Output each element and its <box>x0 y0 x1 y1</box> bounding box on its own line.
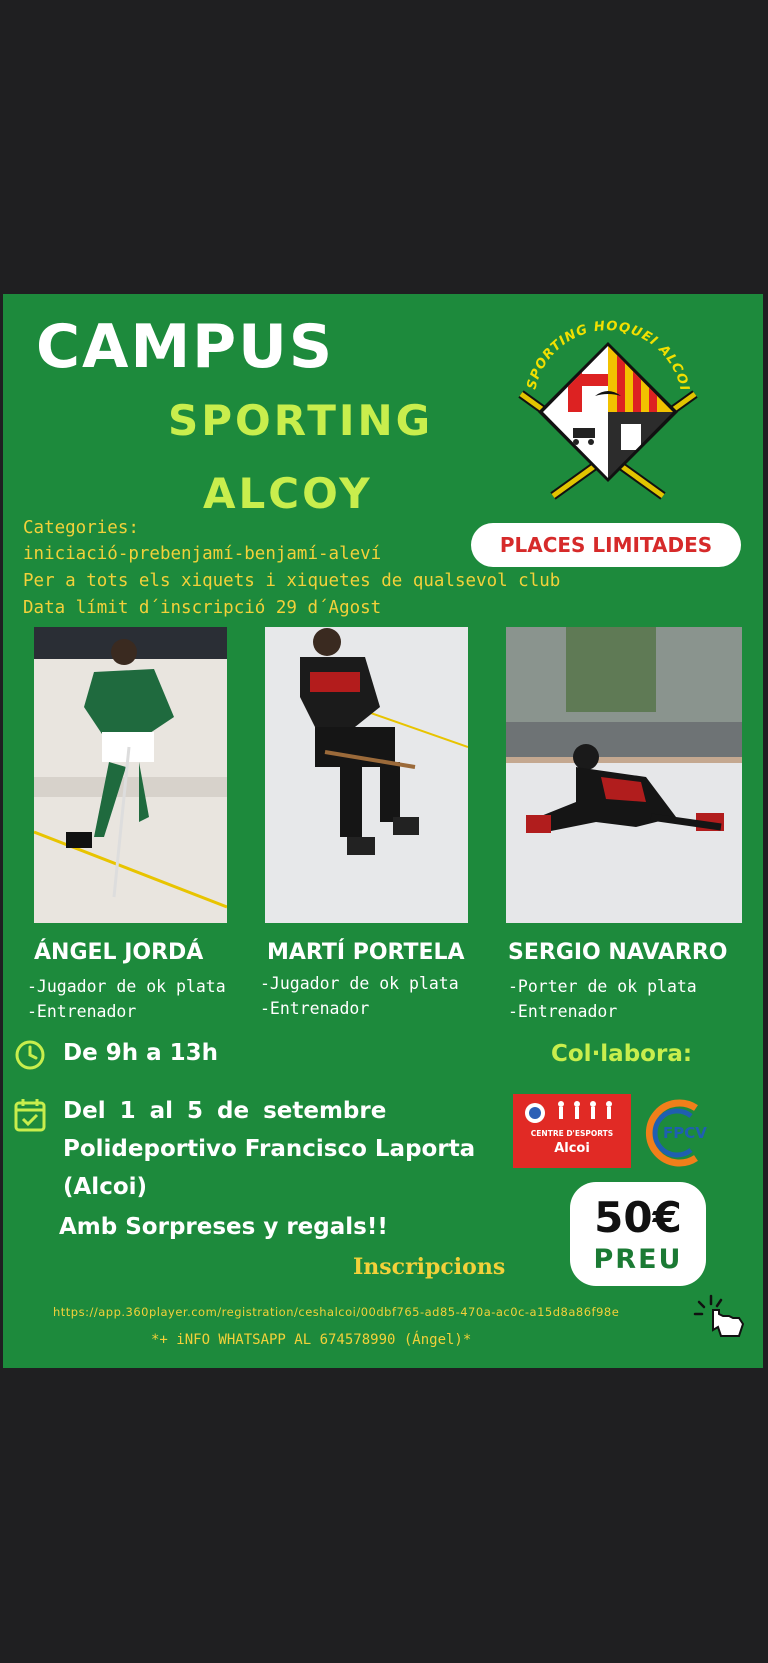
sponsor-centre-line2: Alcoi <box>554 1141 590 1156</box>
coach-role2-sergio: -Entrenador <box>508 1002 618 1021</box>
info-deadline: Data límit d´inscripció 29 d´Agost <box>23 598 382 618</box>
sponsor-fpcv-logo <box>641 1096 713 1168</box>
coach-role2-marti: -Entrenador <box>260 999 370 1018</box>
price-label: PREU <box>593 1244 683 1275</box>
coach-role-sergio: -Porter de ok plata <box>508 977 697 996</box>
venue-name: Polideportivo Francisco Laporta <box>63 1136 476 1162</box>
sponsor-fpcv-text: FPCV <box>663 1124 707 1142</box>
coach-role2-angel: -Entrenador <box>27 1002 137 1021</box>
pointer-click-icon <box>693 1292 749 1342</box>
places-limited-badge: PLACES LIMITADES <box>471 523 741 567</box>
venue-city: (Alcoi) <box>63 1174 148 1200</box>
coach-name-sergio: SERGIO NAVARRO <box>508 940 728 965</box>
coach-role-angel: -Jugador de ok plata <box>27 977 226 996</box>
coach-photo-marti <box>265 627 468 923</box>
coach-photo-sergio <box>506 627 742 923</box>
campus-poster <box>3 294 763 1368</box>
inscriptions-heading: Inscripcions <box>353 1254 506 1280</box>
whatsapp-info: *+ iNFO WHATSAPP AL 674578990 (Ángel)* <box>151 1332 472 1348</box>
calendar-icon <box>14 1098 46 1132</box>
poster-subtitle-alcoy: ALCOY <box>203 469 373 518</box>
price-amount: 50€ <box>594 1193 682 1242</box>
extras-text: Amb Sorpreses y regals!! <box>59 1214 388 1240</box>
collaborators-label: Col·labora: <box>551 1041 693 1067</box>
info-categories-label: Categories: <box>23 518 139 538</box>
poster-title: CAMPUS <box>36 312 335 382</box>
coach-name-marti: MARTÍ PORTELA <box>267 940 465 965</box>
camp-dates: Del 1 al 5 de setembre <box>63 1098 387 1124</box>
crest-arc-text: SPORTING HOQUEI ALCOI <box>524 318 692 393</box>
coach-role-marti: -Jugador de ok plata <box>260 974 459 993</box>
sponsor-centre-esports-alcoi <box>513 1094 631 1168</box>
schedule-hours: De 9h a 13h <box>63 1040 218 1066</box>
registration-url[interactable]: https://app.360player.com/registration/ceshalcoi/00dbf765-ad85-470a-ac0c-a15d8a86f98e <box>53 1305 620 1319</box>
poster-subtitle-sporting: SPORTING <box>168 396 434 445</box>
sponsor-centre-line1: CENTRE D'ESPORTS <box>530 1129 614 1138</box>
coach-photo-angel <box>34 627 227 923</box>
info-categories-list: iniciació-prebenjamí-benjamí-aleví <box>23 544 382 564</box>
club-crest-logo <box>513 314 703 504</box>
coach-name-angel: ÁNGEL JORDÁ <box>34 940 204 965</box>
info-audience: Per a tots els xiquets i xiquetes de qualsevol club <box>23 571 561 591</box>
price-badge <box>570 1182 706 1286</box>
clock-icon <box>14 1039 46 1071</box>
